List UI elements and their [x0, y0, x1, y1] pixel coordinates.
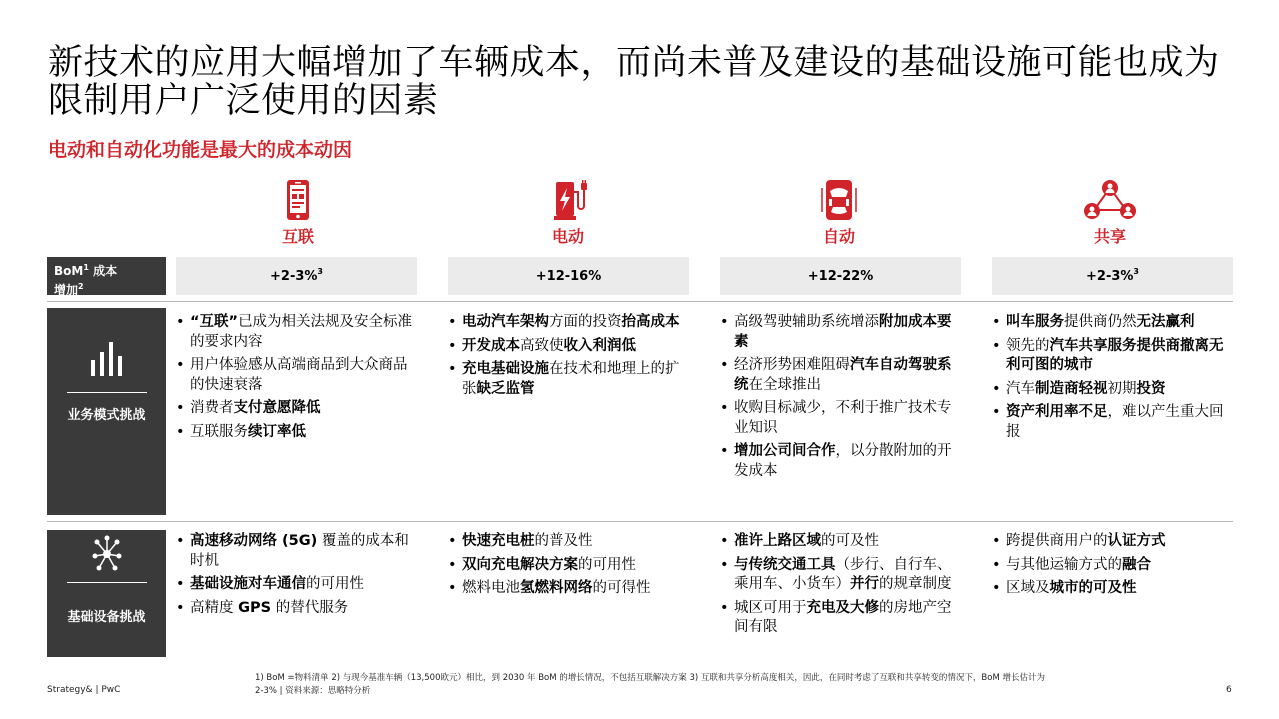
bom-value-connected: [176, 257, 417, 295]
business-challenges-connected: [176, 313, 416, 446]
bullet-item: • 燃料电池氢燃料网络的可得性: [448, 579, 693, 599]
bullet-item: • 消费者支付意愿降低: [176, 399, 416, 419]
bom-value: +2-3%: [270, 268, 318, 284]
bullet-item: • 与传统交通工具（步行、自行车、乘用车、小货车）并行的规章制度: [720, 556, 965, 595]
footnote: 1) BoM =物料清单 2) 与现今基准车辆（13,500欧元）相比，到 2030 年 BoM 的增长情况，不包括互联解决方案 3) 互联和共享分析高度相关，因此，在同时考虑了互联和共享转变的情况下，BoM 增长估计为 2-3% | 资料来源：思略特分析: [255, 673, 1045, 696]
brand-footer: Strategy& | PwC: [47, 685, 121, 695]
bullet-item: • 互联服务续订率低: [176, 423, 416, 443]
footnote-ref: 3: [317, 266, 323, 276]
bullet-item: • 基础设施对车通信的可用性: [176, 575, 416, 595]
divider: [47, 521, 1233, 522]
bom-value-autonomous: [720, 257, 961, 295]
bullet-item: • 增加公司间合作，以分散附加的开发成本: [720, 442, 965, 481]
column-label: 共享: [1093, 227, 1126, 246]
bom-value: +12-22%: [807, 268, 874, 284]
row-label-infrastructure: [47, 530, 166, 657]
bullet-item: • 领先的汽车共享服务提供商撤离无利可图的城市: [992, 337, 1237, 376]
column-header-electric: [448, 178, 688, 247]
bom-label-text: 增加: [54, 283, 79, 297]
row-label-divider: [67, 392, 147, 393]
bullet-item: • 经济形势困难阻碍汽车自动驾驶系统在全球推出: [720, 356, 965, 395]
page-subtitle: 电动和自动化功能是最大的成本动因: [48, 139, 353, 161]
column-label: 电动: [551, 227, 584, 246]
row-label-business-model: [47, 308, 166, 515]
shared-network-icon: [1082, 178, 1138, 222]
bullet-item: • 叫车服务提供商仍然无法赢利: [992, 313, 1237, 333]
smartphone-icon: [278, 178, 318, 222]
infrastructure-challenges-connected: [176, 532, 416, 622]
bom-value-shared: [992, 257, 1233, 295]
bullet-item: • 高精度 GPS 的替代服务: [176, 599, 416, 619]
bullet-item: • 用户体验感从高端商品到大众商品的快速衰落: [176, 356, 416, 395]
bullet-item: • 充电基础设施在技术和地理上的扩张缺乏监管: [448, 360, 693, 399]
bullet-item: • 汽车制造商轻视初期投资: [992, 380, 1237, 400]
bullet-item: • 收购目标减少，不利于推广技术专业知识: [720, 399, 965, 438]
page-number: 6: [1226, 685, 1232, 695]
footnote-ref: 2: [78, 282, 84, 291]
column-header-shared: [990, 178, 1230, 247]
row-label-divider: [67, 582, 147, 583]
infrastructure-challenges-electric: [448, 532, 693, 603]
autonomous-car-icon: [819, 178, 859, 222]
column-label: 自动: [822, 227, 855, 246]
bullet-item: • 与其他运输方式的融合: [992, 556, 1237, 576]
bullet-item: • 快速充电桩的普及性: [448, 532, 693, 552]
network-nodes-icon: [89, 534, 125, 574]
bom-value: +12-16%: [535, 268, 602, 284]
footnote-ref: 1: [83, 263, 89, 272]
bullet-item: • 开发成本高致使收入利润低: [448, 337, 693, 357]
page-title: 新技术的应用大幅增加了车辆成本，而尚未普及建设的基础设施可能也成为限制用户广泛使用的因素: [48, 43, 1220, 121]
bullet-item: • 城区可用于充电及大修的房地产空间有限: [720, 599, 965, 638]
ev-charger-icon: [548, 178, 588, 222]
column-label: 互联: [281, 227, 314, 246]
bom-label-text: 成本: [88, 264, 118, 278]
row-label-text: 业务模式挑战: [67, 408, 146, 423]
column-header-autonomous: [719, 178, 959, 247]
infrastructure-challenges-autonomous: [720, 532, 965, 642]
footnote-ref: 3: [1133, 266, 1139, 276]
business-challenges-electric: [448, 313, 693, 403]
bom-value-electric: [448, 257, 689, 295]
bullet-item: • 双向充电解决方案的可用性: [448, 556, 693, 576]
infrastructure-challenges-shared: [992, 532, 1237, 603]
bullet-item: • 高级驾驶辅助系统增添附加成本要素: [720, 313, 965, 352]
business-challenges-shared: [992, 313, 1237, 446]
bullet-item: • 准许上路区域的可及性: [720, 532, 965, 552]
column-header-connected: [178, 178, 418, 247]
bar-chart-icon: [89, 340, 125, 378]
bom-value: +2-3%: [1086, 268, 1134, 284]
bom-increase-label: [47, 257, 166, 295]
bullet-item: • 区域及城市的可及性: [992, 579, 1237, 599]
bullet-item: • 电动汽车架构方面的投资抬高成本: [448, 313, 693, 333]
bullet-item: • “互联”已成为相关法规及安全标准的要求内容: [176, 313, 416, 352]
bullet-item: • 高速移动网络 (5G) 覆盖的成本和时机: [176, 532, 416, 571]
bullet-item: • 跨提供商用户的认证方式: [992, 532, 1237, 552]
bullet-item: • 资产利用率不足，难以产生重大回报: [992, 403, 1237, 442]
bom-label-text: BoM: [54, 264, 84, 278]
divider: [47, 301, 1233, 302]
business-challenges-autonomous: [720, 313, 965, 485]
row-label-text: 基础设备挑战: [67, 610, 146, 625]
